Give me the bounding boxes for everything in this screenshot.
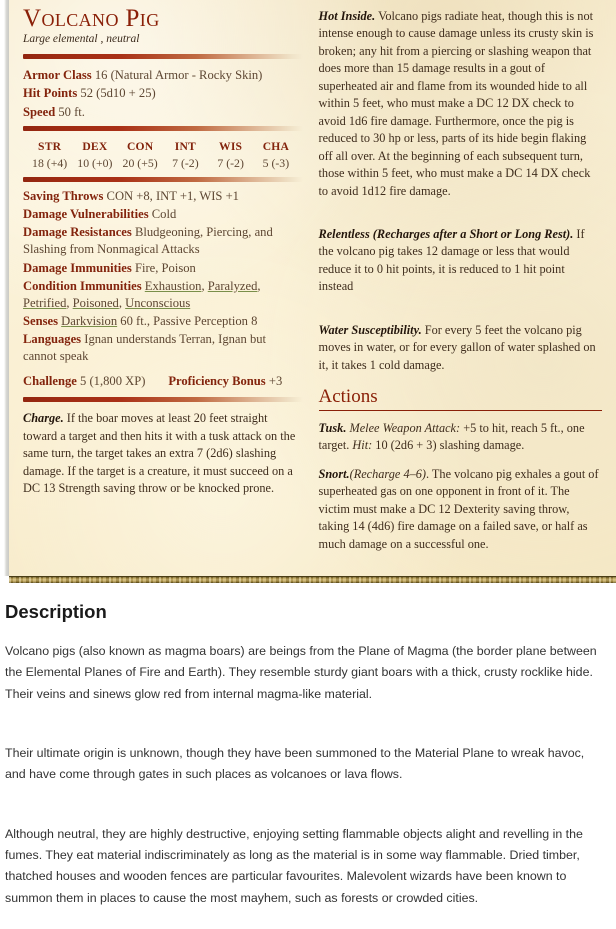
challenge-row (23, 373, 303, 391)
divider-rule-traits (23, 397, 303, 402)
ability-str (27, 138, 72, 172)
saving-throws-value: CON +8, INT +1, WIS +1 (107, 189, 239, 203)
action-tusk (319, 420, 603, 455)
action-tusk-hit-label: Hit: (352, 438, 372, 452)
actions-heading-rule (319, 410, 603, 411)
trait-relentless-text: If the volcano pig takes 12 damage or less that would reduce it to 0 hit points, it is reduced to 1 hit point instead (319, 227, 585, 293)
ability-str-score: 18 (+4) (27, 155, 72, 172)
speed-line (23, 104, 303, 121)
action-tusk-text: +5 to hit, reach 5 ft., one target. (319, 421, 585, 452)
action-tusk-name: Tusk. (319, 421, 347, 435)
trait-relentless (319, 226, 603, 296)
challenge-line (23, 373, 168, 390)
hit-points-label: Hit Points (23, 86, 77, 100)
trait-charge-text: If the boar moves at least 20 feet straight toward a target and then hits it with a tusk attack on the same turn, the target takes an extra 7 (2d6) slashing damage. If the target is a creature, it must succeed on a DC 13 Strength saving throw or be knocked prone. (23, 411, 295, 495)
armor-class-line (23, 67, 303, 84)
ability-wis (208, 138, 253, 172)
languages-label: Languages (23, 332, 81, 346)
ability-cha (253, 138, 298, 172)
ability-con-score: 20 (+5) (118, 155, 163, 172)
condition-immunities-label: Condition Immunities (23, 279, 142, 293)
senses-label: Senses (23, 314, 58, 328)
ability-dex-score: 10 (+0) (72, 155, 117, 172)
actions-heading: Actions (319, 385, 603, 409)
senses-line (23, 313, 303, 330)
ability-wis-score: 7 (-2) (208, 155, 253, 172)
ability-dex-abbr: DEX (72, 138, 117, 155)
ability-dex (72, 138, 117, 172)
statblock (9, 0, 616, 576)
damage-vulnerabilities-label: Damage Vulnerabilities (23, 207, 149, 221)
challenge-value: 5 (1,800 XP) (80, 374, 145, 388)
proficiency-bonus-label: Proficiency Bonus (168, 374, 265, 388)
statblock-right-column (313, 4, 616, 564)
trait-water-susceptibility-name: Water Susceptibility. (319, 323, 422, 337)
hit-points-value: 52 (5d10 + 25) (80, 86, 155, 100)
ability-cha-abbr: CHA (253, 138, 298, 155)
action-snort (319, 466, 603, 553)
damage-resistances-label: Damage Resistances (23, 225, 132, 239)
damage-vulnerabilities-line (23, 206, 303, 223)
description-paragraph-2: Their ultimate origin is unknown, though they have been summoned to the Material Plane to wreak havoc, and have come through gates in such places as volcanoes or lava flows. (5, 743, 608, 786)
ability-con (118, 138, 163, 172)
description-heading: Description (5, 601, 608, 623)
statblock-bottom-bar (9, 576, 616, 583)
ability-str-abbr: STR (27, 138, 72, 155)
senses-link-darkvision[interactable]: Darkvision (61, 314, 117, 328)
senses-value: 60 ft., Passive Perception 8 (120, 314, 257, 328)
condition-link-poisoned[interactable]: Poisoned (73, 296, 119, 310)
proficiency-bonus-line (168, 373, 302, 390)
ability-int-score: 7 (-2) (163, 155, 208, 172)
hit-points-line (23, 85, 303, 102)
condition-link-exhaustion[interactable]: Exhaustion (145, 279, 202, 293)
ability-int (163, 138, 208, 172)
armor-class-value: 16 (Natural Armor - Rocky Skin) (95, 68, 263, 82)
trait-charge (23, 410, 303, 497)
description-paragraph-3: Although neutral, they are highly destructive, enjoying setting flammable objects alight and revelling in the fumes. They eat material indiscriminately as long as the material is in some way flammable. Dried timber, thatched houses and wooden fences are particular favourites. Malevolent wizards have been known to summon them in places to cause the most mayhem, such as forests or crowded cities. (5, 824, 608, 909)
ability-int-abbr: INT (163, 138, 208, 155)
statblock-left-column (9, 4, 313, 509)
creature-type-line: Large elemental , neutral (23, 33, 303, 45)
damage-resistances-line (23, 224, 303, 258)
languages-line (23, 331, 303, 365)
ability-scores-table (23, 137, 303, 172)
trait-water-susceptibility-text: For every 5 feet the volcano pig moves in water, or for every gallon of water splashed on it, it takes 1 cold damage. (319, 323, 596, 372)
page-title: Volcano Pig (23, 6, 303, 32)
description-section (0, 583, 616, 929)
saving-throws-line (23, 188, 303, 205)
trait-relentless-name: Relentless (Recharges after a Short or Long Rest). (319, 227, 574, 241)
trait-charge-name: Charge. (23, 411, 64, 425)
condition-link-paralyzed[interactable]: Paralyzed (208, 279, 258, 293)
divider-rule-top (23, 54, 303, 59)
action-tusk-subtitle: Melee Weapon Attack: (346, 421, 460, 435)
trait-hot-inside-text: Volcano pigs radiate heat, though this is not intense enough to cause damage unless its crusty skin is broken; any hit from a piercing or slashing weapon that does more than 15 damage results in a gout of superheated air and flame from its wounded hide to all within 5 feet, who must make a DC 12 DX check to avoid 1d6 fire damage. Furthermore, once the pig is reduced to 30 hp or less, parts of its hide begin flaking off all over. At the beginning of each subsequent turn, those within 5 feet, who must make a DC 14 DX check to avoid 1d12 fire damage. (319, 9, 594, 198)
ability-con-abbr: CON (118, 138, 163, 155)
condition-link-petrified[interactable]: Petrified (23, 296, 66, 310)
trait-hot-inside (319, 8, 603, 200)
damage-vulnerabilities-value: Cold (152, 207, 177, 221)
action-snort-text: . The volcano pig exhales a gout of superheated gas on one opponent in front of it. The victim must make a DC 12 Dexterity saving throw, taking 14 (4d6) fire damage on a failed save, or half as much damage on a successful one. (319, 467, 599, 551)
condition-link-unconscious[interactable]: Unconscious (125, 296, 190, 310)
ability-cha-score: 5 (-3) (253, 155, 298, 172)
trait-water-susceptibility (319, 322, 603, 374)
divider-rule-abilities-top (23, 126, 303, 131)
speed-label: Speed (23, 105, 55, 119)
action-snort-subtitle: (Recharge 4–6) (350, 467, 426, 481)
condition-immunities-line: Condition Immunities Exhaustion, Paralyzed, Petrified, Poisoned, Unconscious (23, 278, 303, 312)
damage-immunities-label: Damage Immunities (23, 261, 132, 275)
trait-hot-inside-name: Hot Inside. (319, 9, 376, 23)
proficiency-bonus-value: +3 (269, 374, 282, 388)
damage-immunities-value: Fire, Poison (135, 261, 196, 275)
ability-wis-abbr: WIS (208, 138, 253, 155)
action-tusk-hit-text: 10 (2d6 + 3) slashing damage. (372, 438, 524, 452)
divider-rule-abilities-bottom (23, 177, 303, 182)
description-paragraph-1: Volcano pigs (also known as magma boars) are beings from the Plane of Magma (the border plane between the Elemental Planes of Fire and Earth). They resemble sturdy giant boars with a thick, crusty rocklike hide. Their veins and sinews glow red from internal magma-like material. (5, 641, 608, 705)
action-snort-name: Snort. (319, 467, 350, 481)
damage-resistances-value: Bludgeoning, Piercing, and Slashing from Nonmagical Attacks (23, 225, 273, 256)
challenge-label: Challenge (23, 374, 77, 388)
damage-immunities-line (23, 260, 303, 277)
armor-class-label: Armor Class (23, 68, 92, 82)
languages-value: Ignan understands Terran, Ignan but cannot speak (23, 332, 266, 363)
saving-throws-label: Saving Throws (23, 189, 103, 203)
speed-value: 50 ft. (58, 105, 85, 119)
